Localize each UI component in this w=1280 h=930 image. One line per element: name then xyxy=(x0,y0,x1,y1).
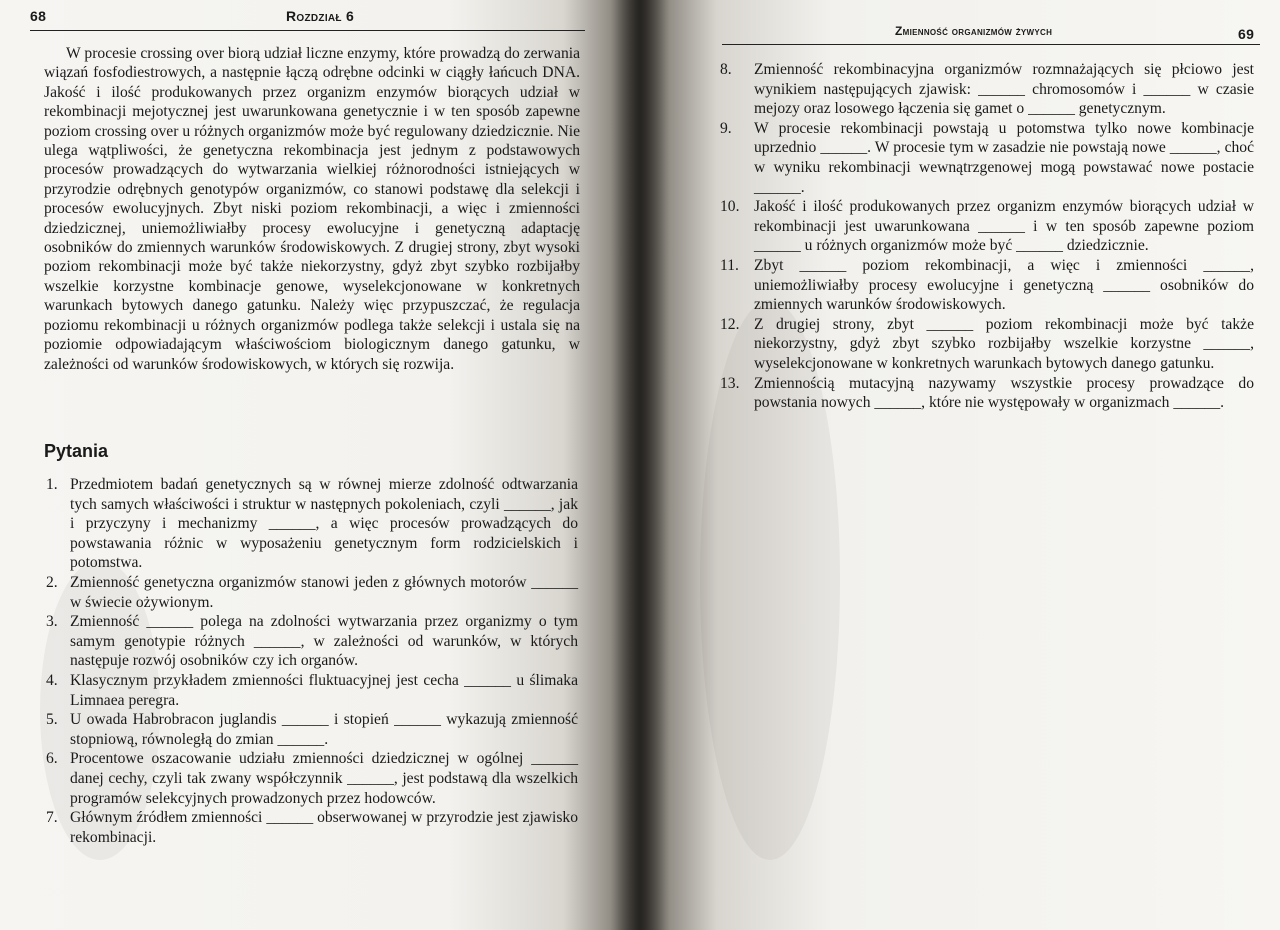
question-item xyxy=(720,60,1254,119)
question-text: W procesie rekombinacji powstają u potomstwa tylko nowe kombinacje uprzednio ______. W procesie tym w zasadzie nie powstają nowe ______, choć w wyniku rekombinacji wewnątrzgenowej mogą powstawać nowe postacie ______. xyxy=(754,119,1254,196)
paragraph-text: W procesie crossing over biorą udział liczne enzymy, które prowadzą do zerwania wiązań fosfodiestrowych, a następnie łączą odrębne odcinki w ciągły łańcuch DNA. Jakość i ilość produkowanych przez organizm enzymów biorących udział w rekombinacji mejotycznej jest uwarunkowana genetycznie i w ten sposób zapewne poziom crossing over u różnych organizmów może być regulowany dziedzicznie. Nie ulega wątpliwości, że genetyczna rekombinacja jest jednym z podstawowych procesów prowadzących do wytwarzania wielkiej różnorodności istniejących w przyrodzie odrębnych genotypów organizmów, co stanowi podstawę dla selekcji i procesów ewolucyjnych. Zbyt niski poziom rekombinacji, a więc i zmienności dziedzicznej, uniemożliwiałby procesy ewolucyjne i genetyczną adaptację osobników do zmiennych warunków środowiskowych. Z drugiej strony, zbyt wysoki poziom rekombinacji może być także niekorzystny, gdyż zbyt szybko rozbijałby wszelkie korzystne kombinacje genowe, wyselekcjonowane w konkretnych warunkach bytowych danego gatunku. Należy więc przypuszczać, że regulacja poziomu rekombinacji u różnych organizmów podlega także selekcji i ustala się na poziomie odpowiadającym właściwościom biologicznym danego gatunku, w zależności od warunków środowiskowych, w których się rozwija. xyxy=(44,45,580,373)
header-rule xyxy=(30,30,585,31)
question-number: 13. xyxy=(720,374,740,392)
question-number: 1. xyxy=(46,476,58,493)
question-item xyxy=(46,671,578,710)
right-page xyxy=(640,0,1280,930)
question-text: Z drugiej strony, zbyt ______ poziom rekombinacji może być także niekorzystny, gdyż zbyt szybko rozbijałby wszelkie korzystne ______, wyselekcjonowane w konkretnych warunkach bytowych danego gatunku. xyxy=(754,315,1254,372)
question-text: U owada Habrobracon juglandis ______ i stopień ______ wykazują zmienność stopniową, równoległą do zmian ______. xyxy=(70,711,578,748)
question-number: 11. xyxy=(720,256,739,274)
question-item xyxy=(46,749,578,808)
question-item xyxy=(46,573,578,612)
book-gutter xyxy=(610,0,670,930)
question-item xyxy=(46,475,578,573)
right-page-number: 69 xyxy=(1238,26,1255,42)
right-running-head: Zmienność organizmów żywych xyxy=(895,24,1053,38)
question-text: Zmienność genetyczna organizmów stanowi jeden z głównych motorów ______ w świecie ożywionym. xyxy=(70,573,578,611)
question-text: Zmienność ______ polega na zdolności wytwarzania przez organizmy o tym samym genotypie różnych ______, w zależności od warunków, w których następuje rozwój osobników czy ich organów. xyxy=(70,613,578,670)
left-page-number: 68 xyxy=(30,8,47,24)
question-number: 4. xyxy=(46,671,58,689)
left-running-head: Rozdział 6 xyxy=(286,8,355,24)
question-item xyxy=(46,808,578,847)
question-number: 6. xyxy=(46,750,58,768)
question-text: Głównym źródłem zmienności ______ obserwowanej w przyrodzie jest zjawisko rekombinacji. xyxy=(70,809,578,846)
question-text: Zmienność rekombinacyjna organizmów rozmnażających się płciowo jest wynikiem następujących zjawisk: ______ chromosomów i ______ w czasie mejozy oraz losowego łączenia się gamet o ______ genetycznym. xyxy=(754,61,1254,118)
question-text: Zmiennością mutacyjną nazywamy wszystkie procesy prowadzące do powstania nowych ______, które nie występowały w organizmach ______. xyxy=(754,374,1254,412)
question-number: 10. xyxy=(720,198,740,216)
question-number: 8. xyxy=(720,61,732,78)
question-text: Zbyt ______ poziom rekombinacji, a więc i zmienności ______, uniemożliwiałby procesy ewolucyjne i genetyczną ______ osobników do zmiennych warunków środowiskowych. xyxy=(754,256,1254,314)
question-number: 9. xyxy=(720,119,732,137)
question-item xyxy=(720,315,1254,374)
main-paragraph xyxy=(44,44,580,374)
question-item xyxy=(720,374,1254,413)
header-rule xyxy=(722,44,1260,45)
question-list-left xyxy=(46,475,578,847)
question-item xyxy=(720,256,1254,315)
question-number: 7. xyxy=(46,809,58,827)
question-number: 3. xyxy=(46,613,58,631)
question-number: 5. xyxy=(46,711,58,729)
question-text: Jakość i ilość produkowanych przez organizm enzymów biorących udział w rekombinacji jest uwarunkowana ______ i w ten sposób zapewne poziom ______ u różnych organizmów może być ______ dziedzicznie. xyxy=(754,198,1254,255)
question-item xyxy=(46,710,578,749)
question-list-right xyxy=(720,60,1254,413)
question-number: 12. xyxy=(720,315,740,333)
question-text: Klasycznym przykładem zmienności fluktuacyjnej jest cecha ______ u ślimaka Limnaea peregra. xyxy=(70,671,578,709)
question-text: Procentowe oszacowanie udziału zmienności dziedzicznej w ogólnej ______ danej cechy, czyli tak zwany współczynnik ______, jest podstawą dla wszelkich programów selekcyjnych prowadzonych przez hodowców. xyxy=(70,750,578,807)
question-item xyxy=(720,119,1254,197)
question-number: 2. xyxy=(46,573,58,591)
question-item xyxy=(720,197,1254,256)
section-title: Pytania xyxy=(44,441,109,461)
question-text: Przedmiotem badań genetycznych są w równej mierze zdolność odtwarzania tych samych właściwości i struktur w następnych pokoleniach, czyli ______, jak i przyczyny i mechanizmy ______, a więc procesów prowadzących do powstawania różnic w wyposażeniu genetycznym form rodzicielskich i potomstwa. xyxy=(70,476,578,572)
question-item xyxy=(46,612,578,671)
